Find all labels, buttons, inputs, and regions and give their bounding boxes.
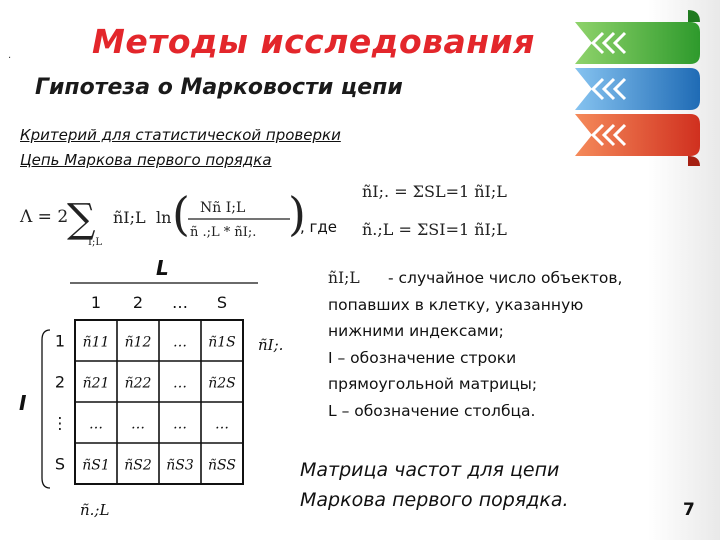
description-line-6: L – обозначение столбца. (328, 401, 536, 420)
fraction-numerator: Nñ I;L (200, 200, 246, 216)
description-line-3: нижними индексами; (328, 322, 504, 340)
matrix-cell: ñS2 (124, 457, 152, 474)
matrix-cell: ñ11 (82, 334, 110, 351)
col-header: … (172, 293, 188, 312)
matrix-cell: ñS3 (166, 457, 194, 474)
matrix-cell: ñSS (208, 457, 236, 474)
matrix-cell: ñ2S (208, 375, 236, 392)
matrix-cell: … (173, 375, 187, 392)
description-line (328, 265, 622, 292)
description-line-4: I – обозначение строки (328, 348, 517, 367)
matrix-cell: … (131, 416, 145, 433)
lambda-term: ñI;L (113, 208, 146, 227)
caption-line-1: Матрица частот для цепи (300, 459, 560, 481)
description-line-5: прямоугольной матрицы; (328, 375, 538, 393)
row-header: ⋮ (52, 413, 68, 433)
description-block (328, 265, 622, 424)
row-axis-label: I (19, 391, 27, 415)
matrix-cell: ñ21 (82, 375, 110, 392)
col-header: 1 (90, 293, 102, 312)
slide-title: Методы исследования (92, 22, 535, 61)
matrix-cell: … (173, 416, 187, 433)
row-sum-label: ñI;. (258, 336, 284, 354)
row-header: 2 (54, 372, 66, 392)
paren-left: ( (172, 187, 190, 241)
matrix-cell: … (89, 416, 103, 433)
col-axis-label: L (156, 256, 169, 280)
matrix-cell: ñS1 (82, 457, 110, 474)
slide-subtitle: Гипотеза о Марковости цепи (35, 75, 403, 100)
row-axis-bracket (42, 330, 50, 488)
bullet-dot: . (8, 50, 12, 61)
col-sum-label: ñ.;L (80, 501, 110, 519)
where-label: , где (300, 218, 338, 236)
matrix-caption (300, 455, 569, 515)
matrix-cell: … (215, 416, 229, 433)
paren-right: ) (288, 187, 306, 241)
matrix-cell: ñ22 (124, 375, 152, 392)
criterion-line-2: Цепь Маркова первого порядка (20, 151, 272, 169)
lambda-lhs: Λ = 2 (20, 207, 69, 227)
col-header: 2 (132, 293, 144, 312)
sum-sign: ∑ (67, 196, 96, 242)
matrix-cell: ñ1S (208, 334, 236, 351)
description-line-2: попавших в клетку, указанную (328, 295, 584, 314)
page-number: 7 (683, 500, 695, 520)
matrix-cell: ñ12 (124, 334, 152, 351)
sum-subscript: I;L (88, 237, 102, 248)
col-header: S (216, 293, 228, 312)
row-total-formula: ñI;. = ΣSL=1 ñI;L (362, 182, 507, 201)
row-header: 1 (54, 331, 66, 351)
criterion-line-1: Критерий для статистической проверки (20, 126, 341, 144)
row-header: S (54, 454, 66, 474)
col-total-formula: ñ.;L = ΣSI=1 ñI;L (362, 220, 507, 239)
description-line-1: - случайное число объектов, (388, 269, 623, 287)
description-symbol: ñI;L (328, 269, 360, 287)
caption-line-2: Маркова первого порядка. (300, 489, 569, 511)
fraction-denominator: ñ .;L * ñI;. (190, 225, 257, 240)
ln-label: ln (156, 208, 172, 227)
matrix-cell: … (173, 334, 187, 351)
